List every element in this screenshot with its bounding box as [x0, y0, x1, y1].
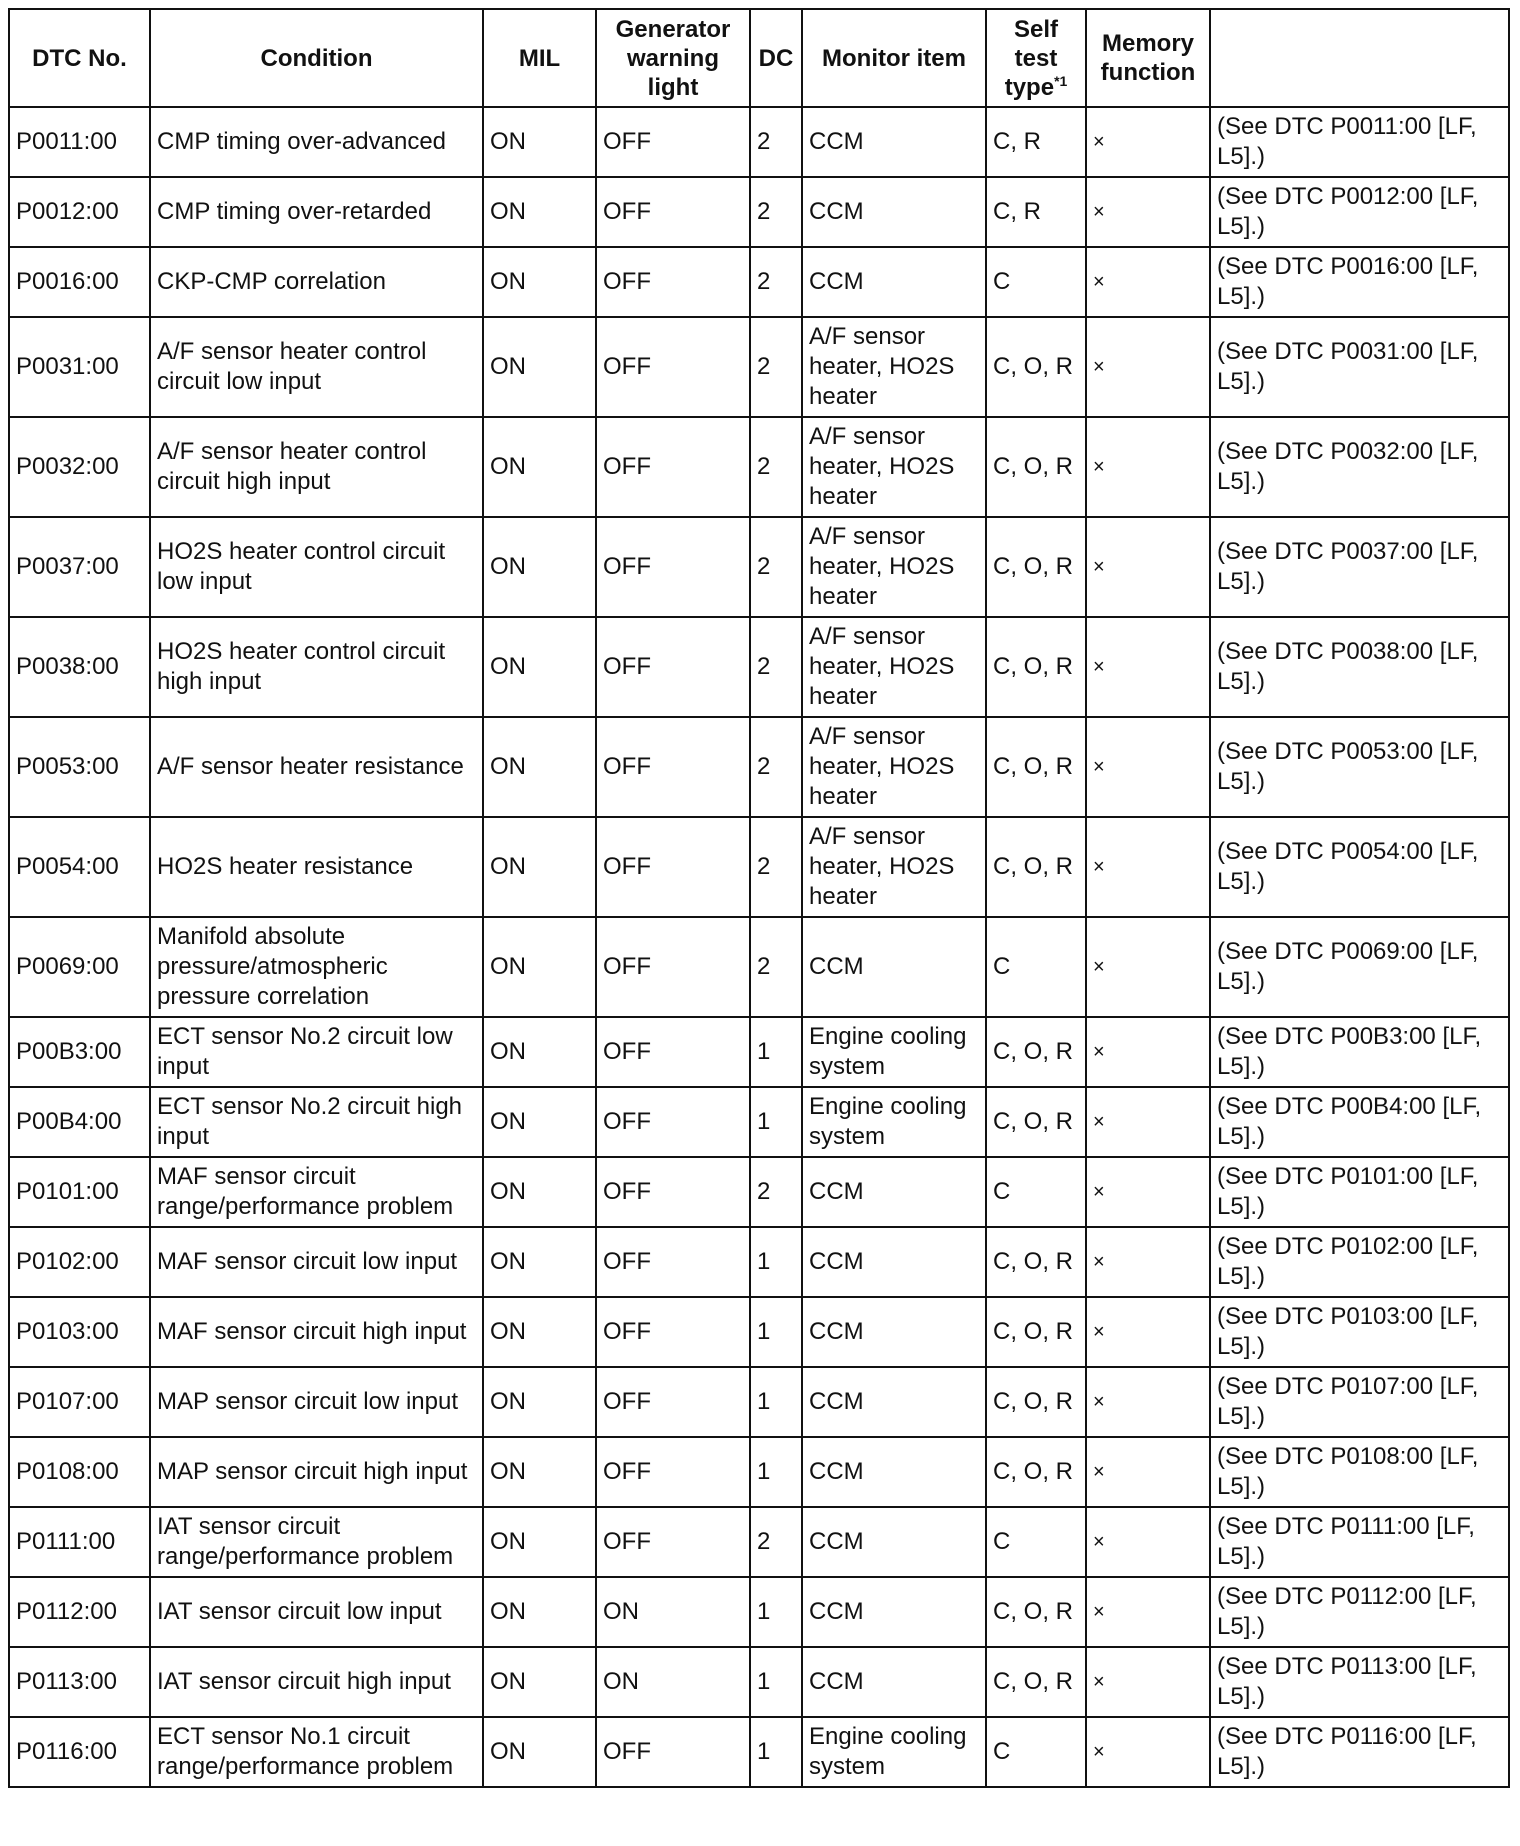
header-mil: MIL [483, 9, 596, 107]
mil-cell: ON [483, 517, 596, 617]
monitor-item-cell: A/F sensor heater, HO2S heater [802, 617, 986, 717]
memory-function-cell: × [1086, 177, 1210, 247]
dtc-code-cell: P0103:00 [9, 1297, 150, 1367]
table-row [9, 517, 1509, 617]
condition-cell: MAP sensor circuit high input [150, 1437, 483, 1507]
reference-link[interactable]: (See DTC P0031:00 [LF, L5].) [1210, 317, 1509, 417]
reference-link[interactable]: (See DTC P00B4:00 [LF, L5].) [1210, 1087, 1509, 1157]
condition-cell: ECT sensor No.2 circuit low input [150, 1017, 483, 1087]
generator-light-cell: OFF [596, 417, 750, 517]
reference-link[interactable]: (See DTC P0113:00 [LF, L5].) [1210, 1647, 1509, 1717]
self-test-type-cell: C [986, 247, 1086, 317]
reference-link[interactable]: (See DTC P0053:00 [LF, L5].) [1210, 717, 1509, 817]
memory-function-cell: × [1086, 1087, 1210, 1157]
reference-link[interactable]: (See DTC P0012:00 [LF, L5].) [1210, 177, 1509, 247]
generator-light-cell: OFF [596, 1017, 750, 1087]
dtc-code-cell: P0107:00 [9, 1367, 150, 1437]
generator-light-cell: OFF [596, 817, 750, 917]
dtc-code-cell: P0038:00 [9, 617, 150, 717]
condition-cell: A/F sensor heater resistance [150, 717, 483, 817]
mil-cell: ON [483, 317, 596, 417]
table-row [9, 1227, 1509, 1297]
monitor-item-cell: Engine cooling system [802, 1017, 986, 1087]
mil-cell: ON [483, 1507, 596, 1577]
reference-link[interactable]: (See DTC P0069:00 [LF, L5].) [1210, 917, 1509, 1017]
memory-function-cell: × [1086, 1297, 1210, 1367]
self-test-type-cell: C, O, R [986, 1087, 1086, 1157]
dtc-code-cell: P0032:00 [9, 417, 150, 517]
header-self-test-footnote: *1 [1054, 72, 1068, 89]
generator-light-cell: OFF [596, 1717, 750, 1787]
table-row [9, 1507, 1509, 1577]
dc-cell: 2 [750, 1507, 802, 1577]
dc-cell: 1 [750, 1367, 802, 1437]
dtc-code-cell: P0011:00 [9, 107, 150, 177]
dc-cell: 1 [750, 1017, 802, 1087]
self-test-type-cell: C, O, R [986, 1647, 1086, 1717]
generator-light-cell: OFF [596, 177, 750, 247]
dtc-table [8, 8, 1510, 1788]
memory-function-cell: × [1086, 247, 1210, 317]
monitor-item-cell: CCM [802, 1367, 986, 1437]
self-test-type-cell: C, O, R [986, 1017, 1086, 1087]
condition-cell: A/F sensor heater control circuit low input [150, 317, 483, 417]
self-test-type-cell: C, O, R [986, 1227, 1086, 1297]
condition-cell: ECT sensor No.1 circuit range/performance problem [150, 1717, 483, 1787]
dtc-code-cell: P0053:00 [9, 717, 150, 817]
dc-cell: 1 [750, 1717, 802, 1787]
dtc-code-cell: P0101:00 [9, 1157, 150, 1227]
condition-cell: MAF sensor circuit high input [150, 1297, 483, 1367]
dc-cell: 1 [750, 1087, 802, 1157]
dtc-code-cell: P00B4:00 [9, 1087, 150, 1157]
condition-cell: CKP-CMP correlation [150, 247, 483, 317]
monitor-item-cell: CCM [802, 917, 986, 1017]
generator-light-cell: OFF [596, 1507, 750, 1577]
self-test-type-cell: C [986, 1717, 1086, 1787]
self-test-type-cell: C [986, 1507, 1086, 1577]
mil-cell: ON [483, 1087, 596, 1157]
reference-link[interactable]: (See DTC P0107:00 [LF, L5].) [1210, 1367, 1509, 1437]
dc-cell: 2 [750, 417, 802, 517]
mil-cell: ON [483, 1157, 596, 1227]
generator-light-cell: OFF [596, 247, 750, 317]
memory-function-cell: × [1086, 917, 1210, 1017]
generator-light-cell: ON [596, 1647, 750, 1717]
self-test-type-cell: C, O, R [986, 417, 1086, 517]
monitor-item-cell: CCM [802, 1297, 986, 1367]
dc-cell: 2 [750, 917, 802, 1017]
reference-link[interactable]: (See DTC P0108:00 [LF, L5].) [1210, 1437, 1509, 1507]
dtc-code-cell: P0012:00 [9, 177, 150, 247]
generator-light-cell: OFF [596, 1367, 750, 1437]
header-condition: Condition [150, 9, 483, 107]
memory-function-cell: × [1086, 1507, 1210, 1577]
mil-cell: ON [483, 917, 596, 1017]
dtc-table-body [9, 107, 1509, 1787]
generator-light-cell: OFF [596, 317, 750, 417]
memory-function-cell: × [1086, 317, 1210, 417]
monitor-item-cell: CCM [802, 1647, 986, 1717]
table-row [9, 1367, 1509, 1437]
memory-function-cell: × [1086, 1717, 1210, 1787]
mil-cell: ON [483, 617, 596, 717]
generator-light-cell: OFF [596, 717, 750, 817]
dc-cell: 2 [750, 107, 802, 177]
mil-cell: ON [483, 1297, 596, 1367]
header-self-test-type [986, 9, 1086, 107]
monitor-item-cell: CCM [802, 1157, 986, 1227]
memory-function-cell: × [1086, 617, 1210, 717]
table-row [9, 1577, 1509, 1647]
dc-cell: 2 [750, 517, 802, 617]
self-test-type-cell: C, O, R [986, 1367, 1086, 1437]
self-test-type-cell: C, R [986, 107, 1086, 177]
dc-cell: 2 [750, 617, 802, 717]
condition-cell: CMP timing over-retarded [150, 177, 483, 247]
monitor-item-cell: CCM [802, 247, 986, 317]
table-header-row [9, 9, 1509, 107]
mil-cell: ON [483, 107, 596, 177]
condition-cell: IAT sensor circuit range/performance problem [150, 1507, 483, 1577]
memory-function-cell: × [1086, 817, 1210, 917]
dc-cell: 2 [750, 1157, 802, 1227]
mil-cell: ON [483, 1577, 596, 1647]
generator-light-cell: OFF [596, 917, 750, 1017]
reference-link[interactable]: (See DTC P0112:00 [LF, L5].) [1210, 1577, 1509, 1647]
memory-function-cell: × [1086, 1647, 1210, 1717]
dc-cell: 1 [750, 1577, 802, 1647]
table-row [9, 1087, 1509, 1157]
memory-function-cell: × [1086, 1157, 1210, 1227]
memory-function-cell: × [1086, 417, 1210, 517]
monitor-item-cell: A/F sensor heater, HO2S heater [802, 517, 986, 617]
condition-cell: IAT sensor circuit high input [150, 1647, 483, 1717]
dtc-code-cell: P0111:00 [9, 1507, 150, 1577]
monitor-item-cell: A/F sensor heater, HO2S heater [802, 317, 986, 417]
dtc-code-cell: P0054:00 [9, 817, 150, 917]
self-test-type-cell: C, O, R [986, 817, 1086, 917]
self-test-type-cell: C, O, R [986, 717, 1086, 817]
dc-cell: 2 [750, 817, 802, 917]
reference-link[interactable]: (See DTC P0102:00 [LF, L5].) [1210, 1227, 1509, 1297]
monitor-item-cell: CCM [802, 107, 986, 177]
self-test-type-cell: C, O, R [986, 1577, 1086, 1647]
monitor-item-cell: CCM [802, 177, 986, 247]
memory-function-cell: × [1086, 1367, 1210, 1437]
monitor-item-cell: CCM [802, 1227, 986, 1297]
reference-link[interactable]: (See DTC P00B3:00 [LF, L5].) [1210, 1017, 1509, 1087]
monitor-item-cell: CCM [802, 1437, 986, 1507]
condition-cell: IAT sensor circuit low input [150, 1577, 483, 1647]
table-row [9, 1717, 1509, 1787]
mil-cell: ON [483, 177, 596, 247]
table-row [9, 1647, 1509, 1717]
condition-cell: ECT sensor No.2 circuit high input [150, 1087, 483, 1157]
mil-cell: ON [483, 417, 596, 517]
generator-light-cell: OFF [596, 517, 750, 617]
mil-cell: ON [483, 1717, 596, 1787]
table-row [9, 1297, 1509, 1367]
condition-cell: MAF sensor circuit low input [150, 1227, 483, 1297]
monitor-item-cell: Engine cooling system [802, 1087, 986, 1157]
generator-light-cell: OFF [596, 1437, 750, 1507]
dc-cell: 1 [750, 1297, 802, 1367]
dc-cell: 1 [750, 1647, 802, 1717]
dtc-code-cell: P0031:00 [9, 317, 150, 417]
dc-cell: 2 [750, 177, 802, 247]
memory-function-cell: × [1086, 1437, 1210, 1507]
self-test-type-cell: C [986, 917, 1086, 1017]
monitor-item-cell: CCM [802, 1577, 986, 1647]
generator-light-cell: OFF [596, 1227, 750, 1297]
mil-cell: ON [483, 1647, 596, 1717]
reference-link[interactable]: (See DTC P0116:00 [LF, L5].) [1210, 1717, 1509, 1787]
condition-cell: HO2S heater resistance [150, 817, 483, 917]
dtc-code-cell: P0113:00 [9, 1647, 150, 1717]
condition-cell: MAF sensor circuit range/performance problem [150, 1157, 483, 1227]
table-row [9, 917, 1509, 1017]
dtc-code-cell: P0016:00 [9, 247, 150, 317]
reference-link[interactable]: (See DTC P0011:00 [LF, L5].) [1210, 107, 1509, 177]
self-test-type-cell: C, O, R [986, 617, 1086, 717]
generator-light-cell: OFF [596, 1297, 750, 1367]
table-row [9, 1157, 1509, 1227]
dc-cell: 2 [750, 247, 802, 317]
condition-cell: HO2S heater control circuit high input [150, 617, 483, 717]
monitor-item-cell: A/F sensor heater, HO2S heater [802, 717, 986, 817]
header-reference [1210, 9, 1509, 107]
monitor-item-cell: CCM [802, 1507, 986, 1577]
dc-cell: 2 [750, 317, 802, 417]
header-dc: DC [750, 9, 802, 107]
monitor-item-cell: A/F sensor heater, HO2S heater [802, 817, 986, 917]
mil-cell: ON [483, 817, 596, 917]
mil-cell: ON [483, 1367, 596, 1437]
memory-function-cell: × [1086, 107, 1210, 177]
memory-function-cell: × [1086, 517, 1210, 617]
generator-light-cell: OFF [596, 1087, 750, 1157]
reference-link[interactable]: (See DTC P0016:00 [LF, L5].) [1210, 247, 1509, 317]
reference-link[interactable]: (See DTC P0032:00 [LF, L5].) [1210, 417, 1509, 517]
generator-light-cell: OFF [596, 617, 750, 717]
generator-light-cell: OFF [596, 1157, 750, 1227]
header-dtc-no: DTC No. [9, 9, 150, 107]
self-test-type-cell: C, R [986, 177, 1086, 247]
monitor-item-cell: Engine cooling system [802, 1717, 986, 1787]
generator-light-cell: OFF [596, 107, 750, 177]
header-generator-warning-light: Generator warning light [596, 9, 750, 107]
reference-link[interactable]: (See DTC P0111:00 [LF, L5].) [1210, 1507, 1509, 1577]
header-self-test-type-label: Self test type [1004, 15, 1058, 101]
reference-link[interactable]: (See DTC P0037:00 [LF, L5].) [1210, 517, 1509, 617]
dc-cell: 2 [750, 717, 802, 817]
condition-cell: Manifold absolute pressure/atmospheric pressure correlation [150, 917, 483, 1017]
self-test-type-cell: C, O, R [986, 517, 1086, 617]
dtc-code-cell: P0112:00 [9, 1577, 150, 1647]
memory-function-cell: × [1086, 1577, 1210, 1647]
generator-light-cell: ON [596, 1577, 750, 1647]
dtc-code-cell: P0102:00 [9, 1227, 150, 1297]
memory-function-cell: × [1086, 717, 1210, 817]
table-row [9, 617, 1509, 717]
reference-link[interactable]: (See DTC P0038:00 [LF, L5].) [1210, 617, 1509, 717]
dc-cell: 1 [750, 1227, 802, 1297]
mil-cell: ON [483, 247, 596, 317]
table-row [9, 247, 1509, 317]
table-row [9, 417, 1509, 517]
self-test-type-cell: C [986, 1157, 1086, 1227]
monitor-item-cell: A/F sensor heater, HO2S heater [802, 417, 986, 517]
reference-link[interactable]: (See DTC P0054:00 [LF, L5].) [1210, 817, 1509, 917]
mil-cell: ON [483, 1437, 596, 1507]
table-row [9, 1017, 1509, 1087]
table-row [9, 107, 1509, 177]
dtc-code-cell: P0069:00 [9, 917, 150, 1017]
reference-link[interactable]: (See DTC P0103:00 [LF, L5].) [1210, 1297, 1509, 1367]
condition-cell: MAP sensor circuit low input [150, 1367, 483, 1437]
self-test-type-cell: C, O, R [986, 1297, 1086, 1367]
memory-function-cell: × [1086, 1227, 1210, 1297]
mil-cell: ON [483, 717, 596, 817]
condition-cell: CMP timing over-advanced [150, 107, 483, 177]
dc-cell: 1 [750, 1437, 802, 1507]
header-memory-function: Memory function [1086, 9, 1210, 107]
mil-cell: ON [483, 1227, 596, 1297]
table-row [9, 177, 1509, 247]
condition-cell: A/F sensor heater control circuit high input [150, 417, 483, 517]
dtc-code-cell: P0037:00 [9, 517, 150, 617]
table-row [9, 817, 1509, 917]
table-row [9, 1437, 1509, 1507]
dtc-code-cell: P0108:00 [9, 1437, 150, 1507]
condition-cell: HO2S heater control circuit low input [150, 517, 483, 617]
dtc-code-cell: P0116:00 [9, 1717, 150, 1787]
self-test-type-cell: C, O, R [986, 317, 1086, 417]
table-row [9, 717, 1509, 817]
reference-link[interactable]: (See DTC P0101:00 [LF, L5].) [1210, 1157, 1509, 1227]
table-row [9, 317, 1509, 417]
mil-cell: ON [483, 1017, 596, 1087]
header-monitor-item: Monitor item [802, 9, 986, 107]
memory-function-cell: × [1086, 1017, 1210, 1087]
self-test-type-cell: C, O, R [986, 1437, 1086, 1507]
dtc-code-cell: P00B3:00 [9, 1017, 150, 1087]
